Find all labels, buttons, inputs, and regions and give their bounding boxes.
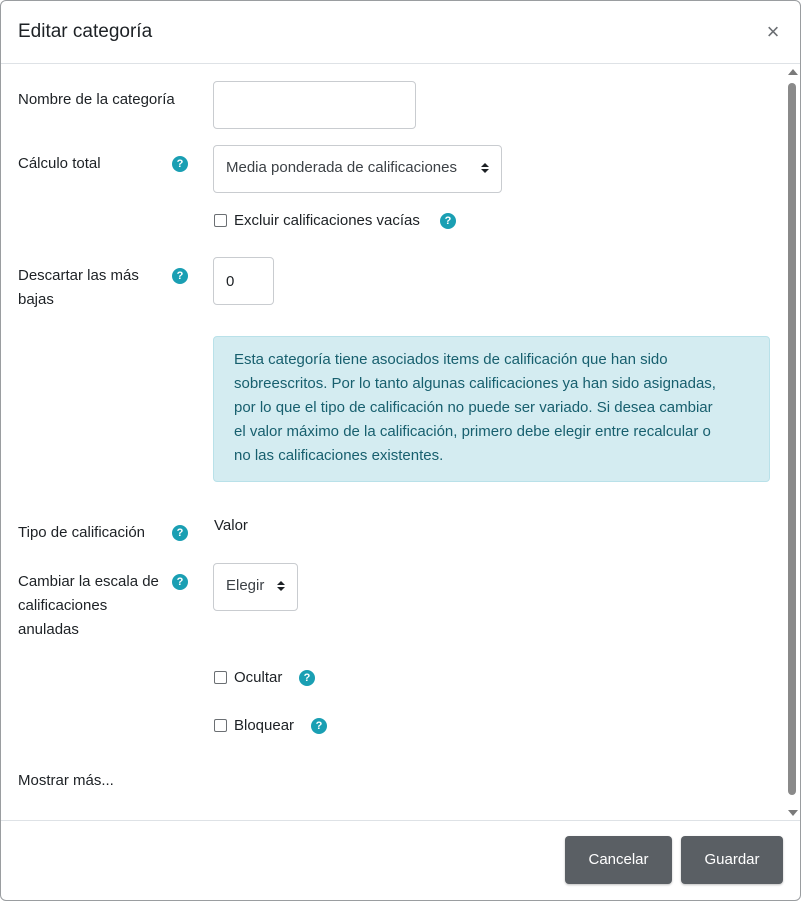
- drop-lowest-input[interactable]: [213, 257, 274, 305]
- alert-line: sobreescritos. Por lo tanto algunas calificaciones ya han sido asignadas,: [234, 375, 716, 392]
- sort-caret-icon: [481, 163, 489, 173]
- rescale-select[interactable]: [213, 563, 298, 611]
- category-name-label: Nombre de la categoría: [18, 91, 175, 108]
- scroll-thumb[interactable]: [788, 83, 796, 795]
- rescale-label-line2: calificaciones: [18, 597, 108, 614]
- help-icon-exclude-empty[interactable]: ?: [440, 213, 456, 229]
- alert-line: el valor máximo de la calificación, primero debe elegir entre recalcular o: [234, 423, 711, 440]
- hidden-label[interactable]: Ocultar: [234, 669, 283, 686]
- alert-line: no las calificaciones existentes.: [234, 447, 444, 464]
- grade-type-value: Valor: [214, 517, 248, 534]
- info-alert: [213, 336, 770, 482]
- exclude-empty-label[interactable]: Excluir calificaciones vacías: [234, 212, 420, 229]
- scroll-down-arrow-icon[interactable]: [788, 810, 798, 816]
- locked-checkbox[interactable]: [214, 719, 227, 732]
- help-icon-grade-type[interactable]: ?: [172, 525, 188, 541]
- aggregation-select[interactable]: [213, 145, 502, 193]
- locked-label[interactable]: Bloquear: [234, 717, 295, 734]
- help-icon-aggregation[interactable]: ?: [172, 156, 188, 172]
- category-name-input[interactable]: [213, 81, 416, 129]
- rescale-label-line1: Cambiar la escala de: [18, 573, 159, 590]
- rescale-select-value: Elegir: [226, 577, 265, 594]
- alert-line: Esta categoría tiene asociados items de calificación que han sido: [234, 351, 668, 368]
- help-icon-drop-lowest[interactable]: ?: [172, 268, 188, 284]
- alert-line: por lo que el tipo de calificación no puede ser variado. Si desea cambiar: [234, 399, 713, 416]
- hidden-checkbox[interactable]: [214, 671, 227, 684]
- cancel-button[interactable]: Cancelar: [565, 836, 672, 884]
- drop-lowest-label-line2: bajas: [18, 291, 54, 308]
- dialog-footer: [1, 820, 800, 900]
- aggregation-select-value: Media ponderada de calificaciones: [226, 159, 457, 176]
- dialog-scrollbar[interactable]: [785, 65, 800, 820]
- help-icon-hidden[interactable]: ?: [299, 670, 315, 686]
- scroll-up-arrow-icon[interactable]: [788, 69, 798, 75]
- dialog-title: Editar categoría: [18, 21, 153, 42]
- rescale-label-line3: anuladas: [18, 621, 79, 638]
- drop-lowest-label-line1: Descartar las más: [18, 267, 139, 284]
- exclude-empty-checkbox[interactable]: [214, 214, 227, 227]
- help-icon-locked[interactable]: ?: [311, 718, 327, 734]
- aggregation-label: Cálculo total: [18, 155, 101, 172]
- sort-caret-icon: [277, 581, 285, 591]
- save-button[interactable]: Guardar: [681, 836, 783, 884]
- help-icon-rescale[interactable]: ?: [172, 574, 188, 590]
- dialog-body: [1, 65, 800, 820]
- grade-type-label: Tipo de calificación: [18, 524, 146, 541]
- show-more-link[interactable]: Mostrar más...: [18, 772, 114, 789]
- dialog-header: [1, 1, 800, 64]
- close-icon[interactable]: ×: [766, 19, 780, 44]
